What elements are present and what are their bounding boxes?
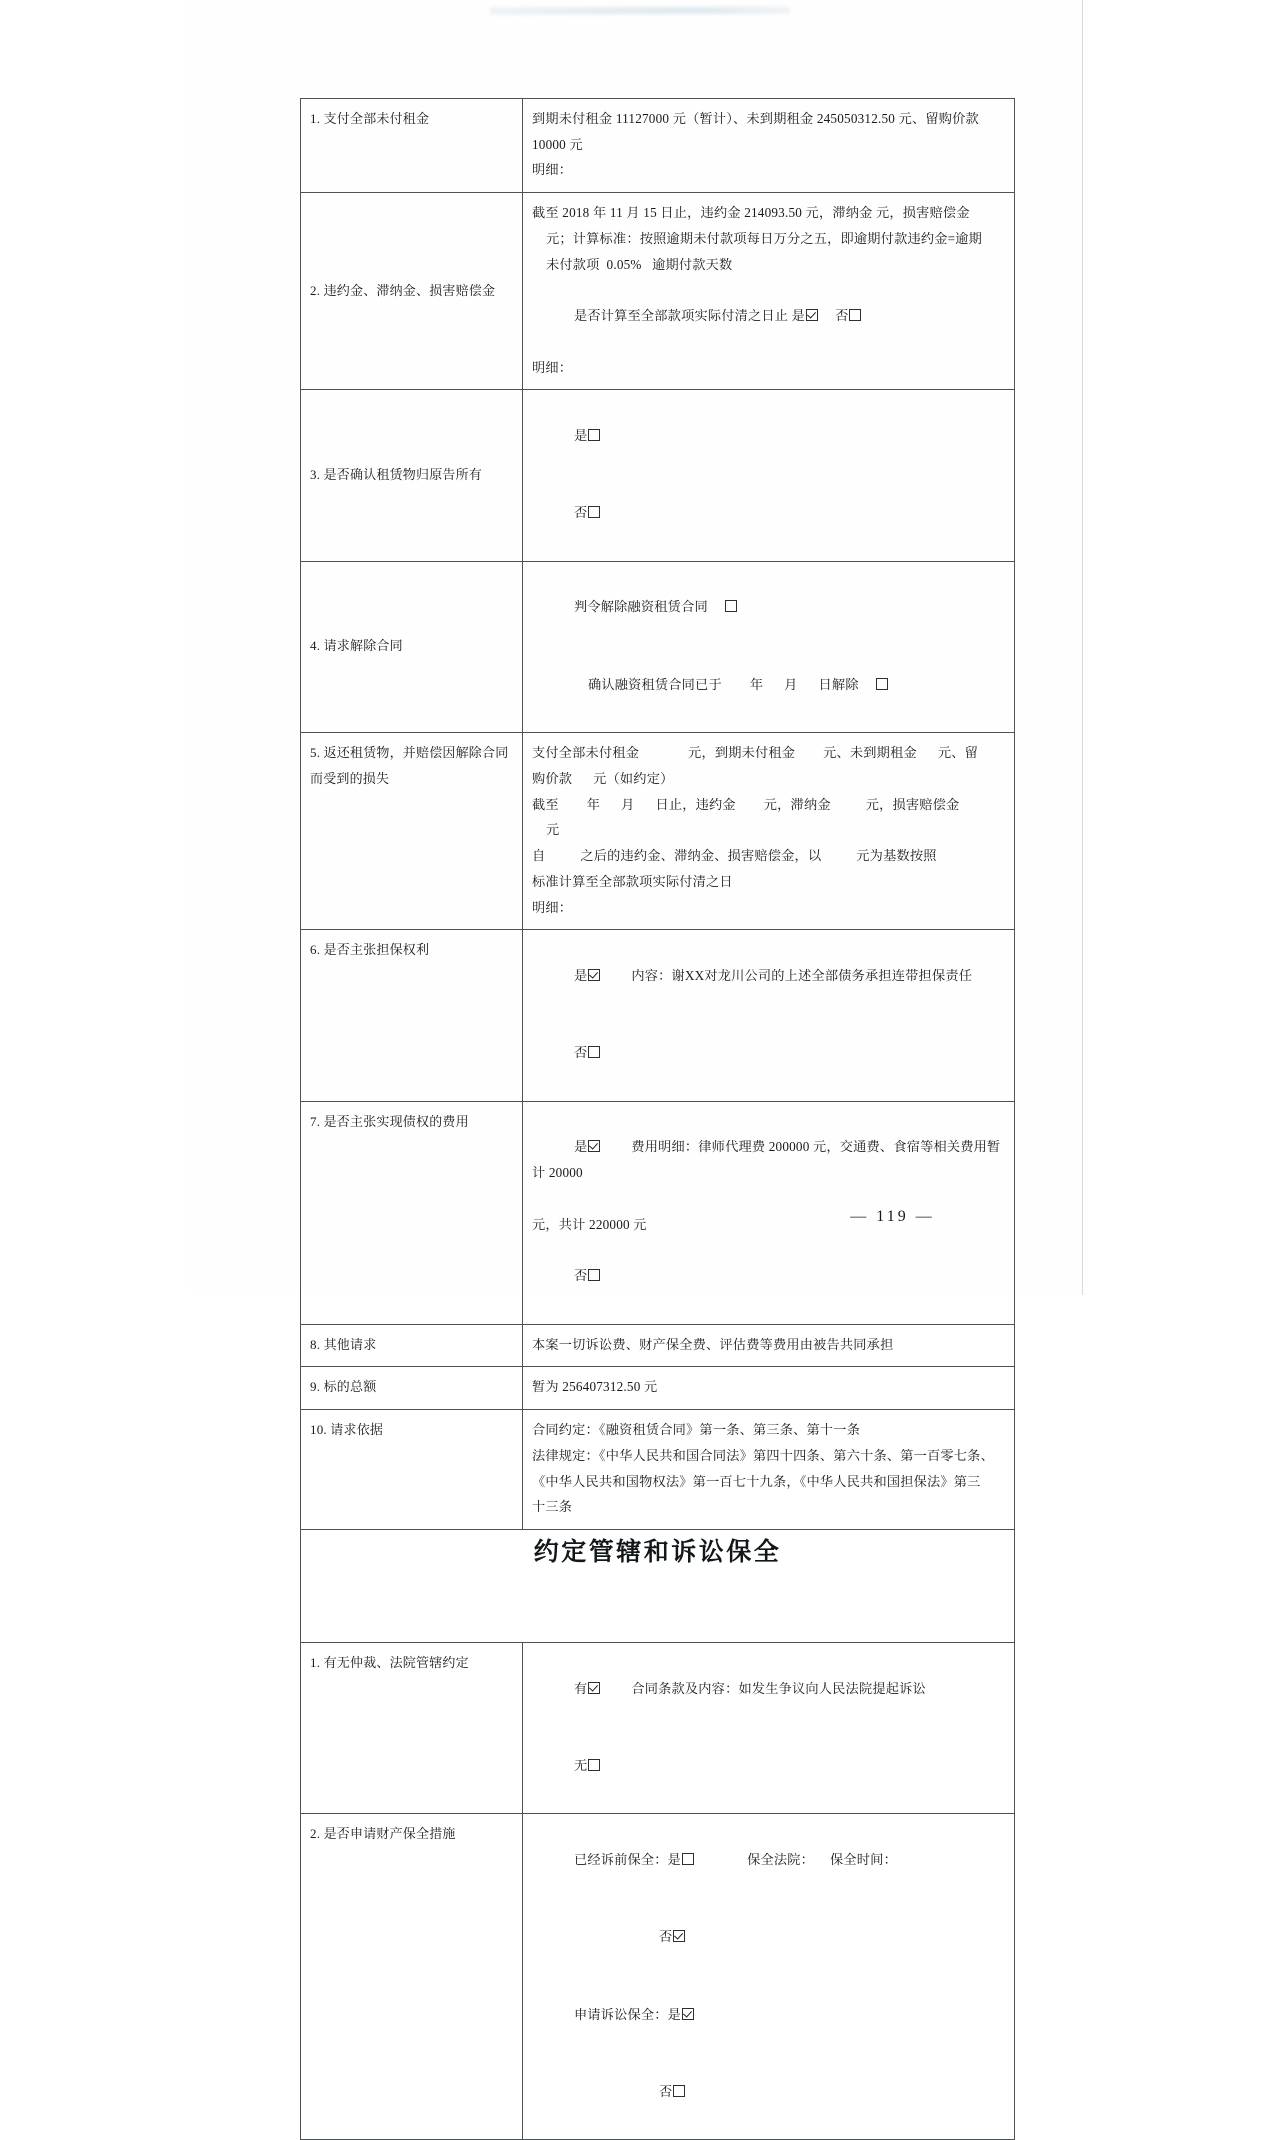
table-row	[301, 1814, 1015, 2140]
checkbox-checked-icon[interactable]	[682, 2008, 694, 2020]
row-value-request-contract-termination	[523, 561, 1015, 732]
pre-litigation-preservation-no-option	[532, 1899, 1005, 1976]
ownership-no-option	[532, 475, 1005, 552]
costs-no-option	[532, 1237, 1005, 1314]
row-value-property-preservation-application	[523, 1814, 1015, 2140]
checkbox-empty-icon[interactable]	[588, 506, 600, 518]
scan-edge-line	[1082, 0, 1083, 1295]
row-label-penalty-and-damages: 2. 违约金、滞纳金、损害赔偿金	[301, 193, 523, 390]
return-purchase-price-line: 购价款 元（如约定）	[532, 770, 674, 786]
checkbox-empty-icon[interactable]	[588, 1759, 600, 1771]
pre-litigation-preservation-no-label: 否	[658, 1929, 673, 1945]
row-label-return-asset-and-compensate: 5. 返还租赁物，并赔偿因解除合同而受到的损失	[301, 733, 523, 930]
litigation-preservation-no-option	[532, 2053, 1005, 2130]
costs-yes-option	[532, 1109, 1005, 1212]
confirm-terminated-label: 确认融资租赁合同已于 年 月 日解除	[587, 676, 859, 692]
row-value-assert-security-rights	[523, 930, 1015, 1101]
calc-until-full-payment-question: 是否计算至全部款项实际付清之日止 是	[573, 308, 806, 324]
row-label-legal-basis: 10. 请求依据	[301, 1410, 523, 1530]
row-value-other-claims	[523, 1324, 1015, 1367]
checkbox-empty-icon[interactable]	[588, 1046, 600, 1058]
litigation-preservation-no-label: 否	[658, 2083, 673, 2099]
checkbox-checked-icon[interactable]	[588, 1682, 600, 1694]
total-claim-amount-text: 暂为 256407312.50 元	[532, 1379, 658, 1395]
table-row	[301, 1642, 1015, 1813]
checkbox-empty-icon[interactable]	[876, 678, 888, 690]
security-content-text: 内容：谢XX对龙川公司的上述全部债务承担连带担保责任	[631, 968, 973, 984]
jurisdiction-clause-content: 合同条款及内容：如发生争议向人民法院提起诉讼	[631, 1680, 926, 1696]
security-no-label: 否	[573, 1045, 588, 1061]
row-label-other-claims: 8. 其他请求	[301, 1324, 523, 1367]
order-termination-option	[532, 569, 1005, 646]
document-page	[190, 0, 1089, 2099]
row-label-arbitration-jurisdiction-agreement: 1. 有无仲裁、法院管辖约定	[301, 1642, 523, 1813]
return-damages-unit-line: 元	[546, 822, 560, 838]
security-no-option	[532, 1015, 1005, 1092]
penalty-calculation-standard-line: 元；计算标准：按照逾期未付款项每日万分之五，即逾期付款违约金=逾期	[546, 230, 983, 246]
checkbox-empty-icon[interactable]	[673, 2085, 685, 2097]
section-banner-title: 约定管辖和诉讼保全	[533, 1536, 782, 1566]
pre-litigation-preservation-label: 已经诉前保全：是	[573, 1852, 682, 1868]
jurisdiction-no-option	[532, 1727, 1005, 1804]
claims-and-jurisdiction-table	[300, 98, 1015, 2140]
checkbox-empty-icon[interactable]	[682, 1853, 694, 1865]
checkbox-checked-icon[interactable]	[588, 969, 600, 981]
confirm-terminated-option	[532, 646, 1005, 723]
table-row	[301, 390, 1015, 561]
costs-no-label: 否	[573, 1268, 588, 1284]
checkbox-empty-icon[interactable]	[588, 429, 600, 441]
checkbox-empty-icon[interactable]	[725, 600, 737, 612]
section-banner-row	[301, 1529, 1015, 1642]
row-value-confirm-leased-asset-ownership	[523, 390, 1015, 561]
row-label-assert-security-rights: 6. 是否主张担保权利	[301, 930, 523, 1101]
calc-until-full-payment-line	[532, 277, 1005, 354]
section-banner-jurisdiction-and-preservation	[301, 1529, 1015, 1642]
checkbox-empty-icon[interactable]	[849, 309, 861, 321]
ownership-yes-label: 是	[573, 428, 588, 444]
contract-basis-line: 合同约定：《融资租赁合同》第一条、第三条、第十一条	[532, 1422, 861, 1438]
statutory-basis-line-1: 法律规定：《中华人民共和国合同法》第四十四条、第六十条、第一百零七条、	[532, 1447, 994, 1463]
unpaid-rent-amounts-line: 到期未付租金 11127000 元（暂计）、未到期租金 245050312.50 元、留购价款	[532, 111, 979, 126]
return-calc-standard-line: 标准计算至全部款项实际付清之日	[532, 873, 733, 889]
calc-until-full-payment-no-label: 否	[835, 308, 849, 324]
return-all-unpaid-rent-line: 支付全部未付租金 元，到期未付租金 元、未到期租金 元、留	[532, 745, 978, 761]
return-subsequent-penalty-line: 自 之后的违约金、滞纳金、损害赔偿金，以 元为基数按照	[532, 848, 937, 864]
page-number: — 119 —	[850, 1208, 935, 1225]
row-label-property-preservation-application: 2. 是否申请财产保全措施	[301, 1814, 523, 2140]
statutory-basis-line-2: 《中华人民共和国物权法》第一百七十九条，《中华人民共和国担保法》第三	[532, 1473, 981, 1489]
pre-litigation-preservation-option	[532, 1821, 1005, 1898]
table-row	[301, 733, 1015, 930]
table-row	[301, 1410, 1015, 1530]
costs-detail-line-1: 费用明细：律师代理费 200000 元，交通费、食宿等相关费用暂计 20000	[532, 1139, 1001, 1181]
costs-detail-line-2: 元，共计 220000 元	[532, 1216, 647, 1232]
ownership-no-label: 否	[573, 505, 588, 521]
residual-purchase-price-line: 10000 元	[532, 136, 583, 152]
table-row	[301, 561, 1015, 732]
row-label-request-contract-termination: 4. 请求解除合同	[301, 561, 523, 732]
row-label-total-claim-amount: 9. 标的总额	[301, 1367, 523, 1410]
table-row	[301, 1367, 1015, 1410]
row-value-total-claim-amount	[523, 1367, 1015, 1410]
row-label-claim-enforcement-costs: 7. 是否主张实现债权的费用	[301, 1101, 523, 1324]
table-row	[301, 193, 1015, 390]
security-yes-label: 是	[573, 968, 588, 984]
penalty-daily-rate-line: 未付款项 0.05% 逾期付款天数	[546, 256, 733, 272]
row-value-payment-of-unpaid-rent	[523, 99, 1015, 193]
checkbox-checked-icon[interactable]	[588, 1140, 600, 1152]
jurisdiction-no-label: 无	[573, 1757, 588, 1773]
checkbox-checked-icon[interactable]	[673, 1930, 685, 1942]
jurisdiction-yes-label: 有	[573, 1680, 588, 1696]
checkbox-empty-icon[interactable]	[588, 1269, 600, 1281]
penalty-amount-line: 截至 2018 年 11 月 15 日止，违约金 214093.50 元，滞纳金 元，损害赔偿金	[532, 205, 970, 221]
details-label: 明细：	[532, 162, 573, 178]
other-claims-text: 本案一切诉讼费、财产保全费、评估费等费用由被告共同承担	[532, 1336, 894, 1352]
table-row	[301, 930, 1015, 1101]
scan-smudge-artifact	[490, 4, 790, 18]
statutory-basis-line-3: 十三条	[532, 1499, 573, 1515]
litigation-preservation-label: 申请诉讼保全：是	[573, 2006, 682, 2022]
preservation-time-label: 保全时间：	[830, 1852, 897, 1868]
row-value-arbitration-jurisdiction-agreement	[523, 1642, 1015, 1813]
litigation-preservation-option	[532, 1976, 1005, 2053]
row-value-legal-basis	[523, 1410, 1015, 1530]
table-row	[301, 1324, 1015, 1367]
row-label-payment-of-unpaid-rent: 1. 支付全部未付租金	[301, 99, 523, 193]
checkbox-checked-icon[interactable]	[806, 309, 818, 321]
row-label-confirm-leased-asset-ownership: 3. 是否确认租赁物归原告所有	[301, 390, 523, 561]
table-row	[301, 99, 1015, 193]
ownership-yes-option	[532, 397, 1005, 474]
security-yes-option	[532, 937, 1005, 1014]
row-value-penalty-and-damages	[523, 193, 1015, 390]
preservation-court-label: 保全法院：	[747, 1852, 815, 1868]
costs-yes-label: 是	[573, 1139, 588, 1155]
order-termination-label: 判令解除融资租赁合同	[573, 599, 708, 615]
details-label: 明细：	[532, 359, 573, 375]
jurisdiction-yes-option	[532, 1650, 1005, 1727]
row-value-return-asset-and-compensate	[523, 733, 1015, 930]
details-label: 明细：	[532, 899, 573, 915]
return-penalty-until-date-line: 截至 年 月 日止，违约金 元，滞纳金 元，损害赔偿金	[532, 796, 960, 812]
